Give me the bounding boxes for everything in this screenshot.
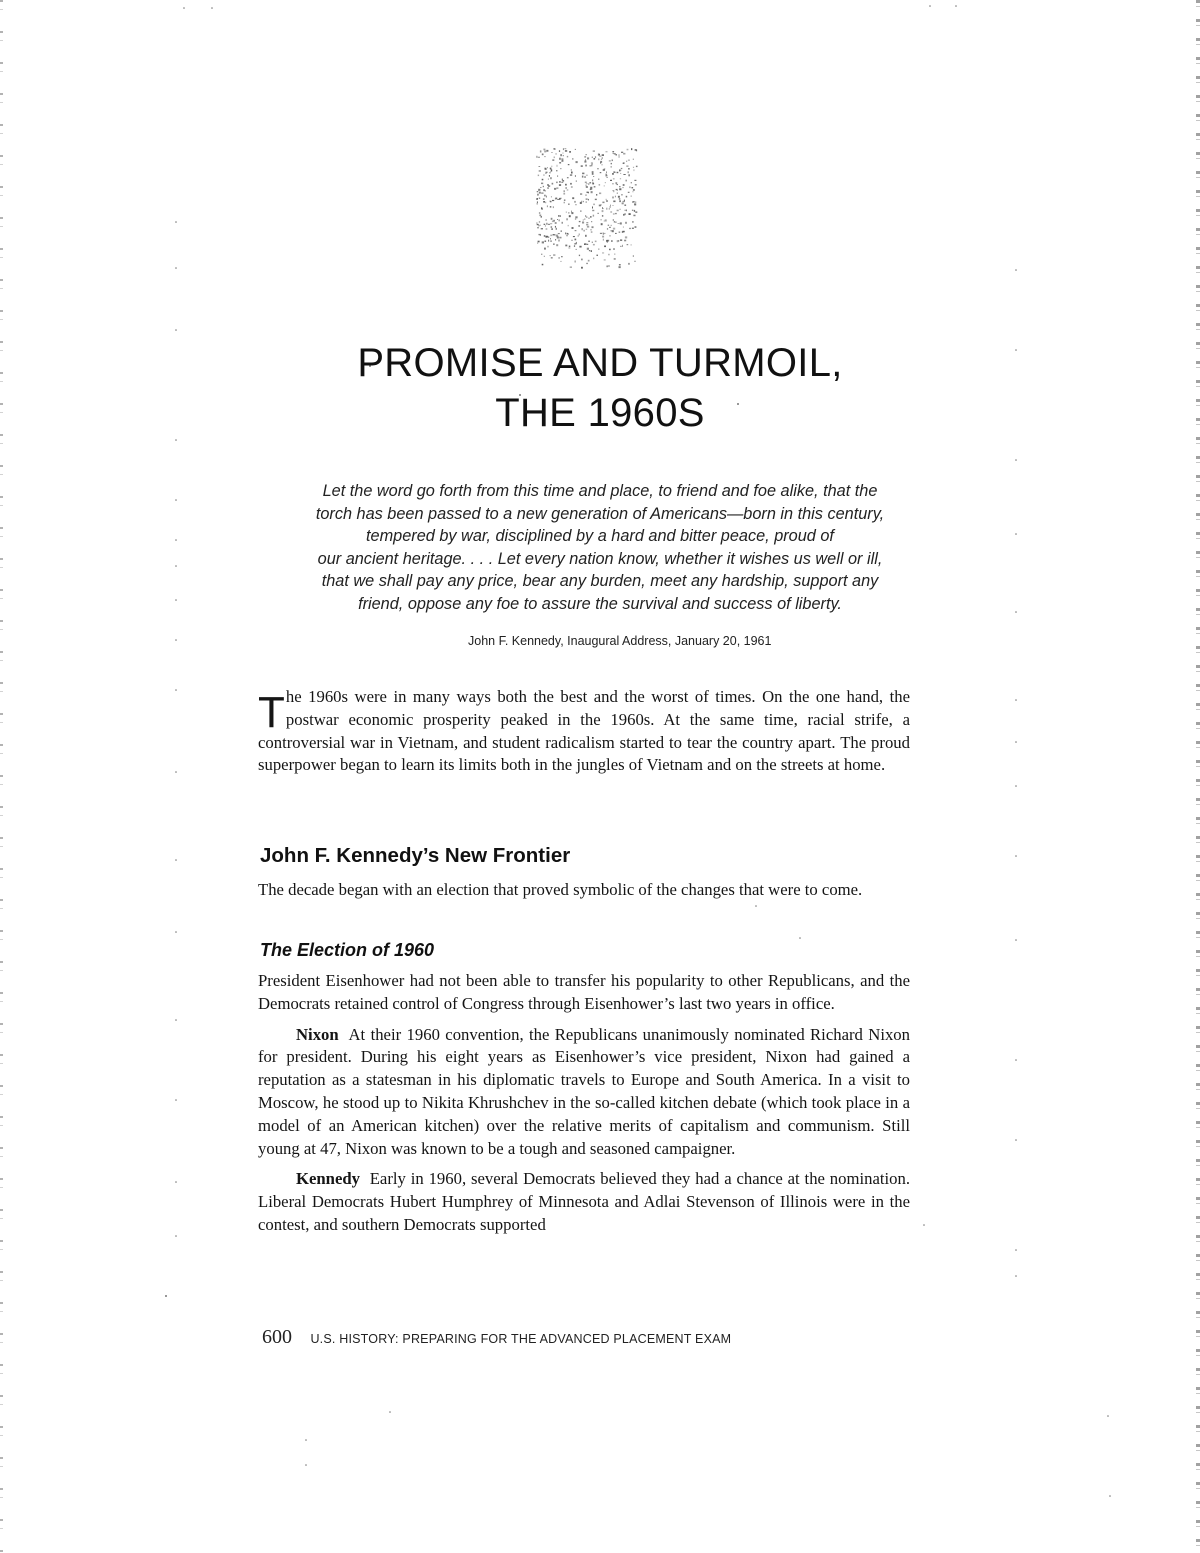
epigraph-line: friend, oppose any foe to assure the survival and success of liberty. [358, 594, 842, 613]
run-in-heading-kennedy: Kennedy [296, 1169, 360, 1189]
section-heading: John F. Kennedy’s New Frontier [260, 844, 571, 867]
chapter-title-line-2: THE 1960S [495, 391, 705, 435]
page-footer [262, 1326, 731, 1349]
epigraph-line: that we shall pay any price, bear any burden, meet any hardship, support any [321, 572, 879, 591]
epigraph-line: Let the word go forth from this time and place, to friend and foe alike, that the [322, 482, 878, 500]
paragraph-kennedy-text: Early in 1960, several Democrats believed they had a chance at the nomination. Liberal Democrats Hubert Humphrey of Minnesota and Adlai Stevenson of Illinois were in the contest, and southern Democrats supported [258, 1169, 910, 1234]
epigraph-line: tempered by war, disciplined by a hard and bitter peace, proud of [366, 527, 834, 546]
paragraph-eisenhower: President Eisenhower had not been able to transfer his popularity to other Republicans, and the Democrats retained control of Congress through Eisenhower’s last two years in office. [258, 971, 910, 1013]
epigraph-attribution: John F. Kennedy, Inaugural Address, January 20, 1961 [468, 634, 772, 648]
section-paragraph [258, 879, 910, 902]
run-in-heading-nixon: Nixon [296, 1024, 339, 1044]
epigraph-line: torch has been passed to a new generation of Americans—born in this century, [315, 504, 885, 523]
paragraph-nixon-text: At their 1960 convention, the Republicans unanimously nominated Richard Nixon for president. During his eight years as Eisenhower’s vice president, Nixon had gained a reputation as a statesman in his diplomatic travels to Europe and South America. In a visit to Moscow, he stood up to Nikita Khrushchev in the so-called kitchen debate (which took place in a model of an American kitchen) over the relative merits of capitalism and communism. Still young at 47, Nixon was known to be a tough and seasoned campaigner. [258, 1024, 910, 1158]
subsection-body [258, 970, 910, 1237]
intro-paragraph [258, 686, 910, 777]
epigraph-quote [250, 480, 950, 616]
drop-cap: T [258, 688, 285, 737]
chapter-emblem-icon [534, 146, 638, 270]
paragraph-nixon [258, 1024, 910, 1161]
intro-text: he 1960s were in many ways both the best and the worst of times. On the one hand, the postwar economic prosperity peaked in the 1960s. At the same time, racial strife, a controversial war in Vietnam, and student radicalism started to tear the country apart. The proud superpower began to learn its limits both in the jungles of Vietnam and on the streets at home. [258, 687, 910, 775]
page-number: 600 [262, 1326, 292, 1348]
chapter-title-line-1: PROMISE AND TURMOIL, [357, 341, 843, 385]
section-text: The decade began with an election that proved symbolic of the changes that were to come. [258, 880, 863, 899]
book-title: U.S. HISTORY: PREPARING FOR THE ADVANCED PLACEMENT EXAM [310, 1332, 732, 1346]
paragraph-kennedy [258, 1168, 910, 1236]
epigraph-line: our ancient heritage. . . . Let every nation know, whether it wishes us well or ill, [317, 549, 883, 568]
chapter-title [250, 338, 950, 438]
subsection-heading: The Election of 1960 [260, 940, 435, 960]
